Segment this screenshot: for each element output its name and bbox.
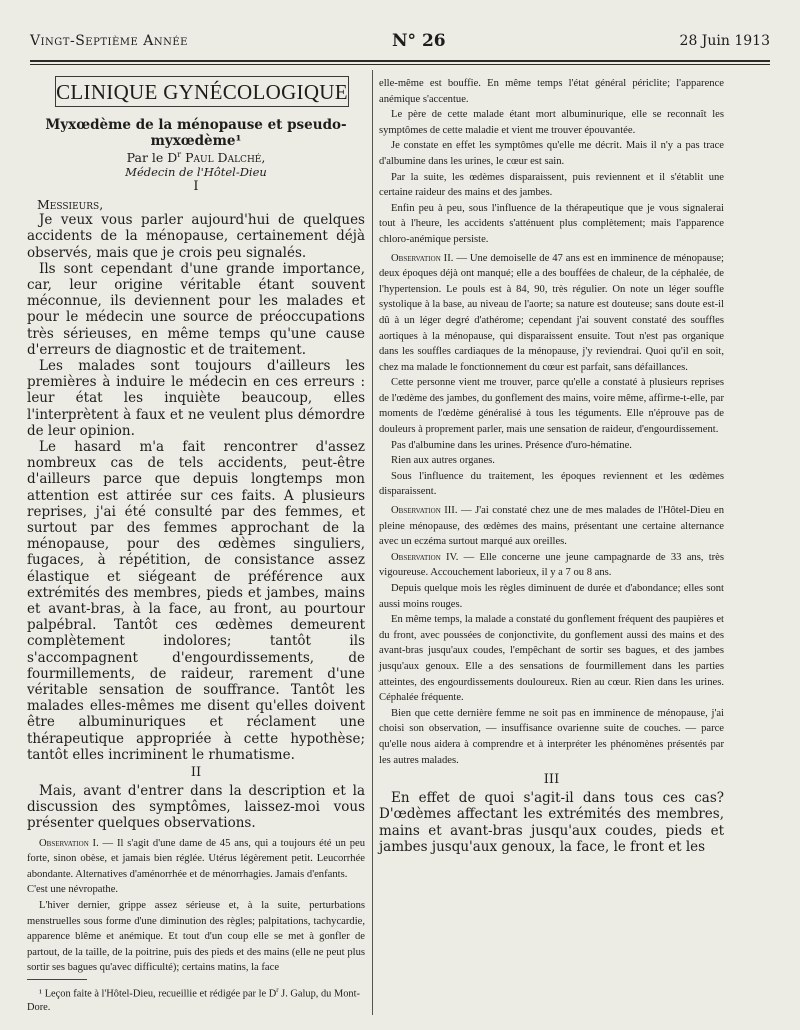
paragraph: Le hasard m'a fait rencontrer d'assez nombreux cas de tels accidents, peut-être d'ailleurs parce que depuis longtemps mon attention est attirée sur ces faits. A plusieurs reprises, j'ai été consulté par des femmes, et surtout par des femmes approchant de la ménopause, pour des œdèmes singuliers, fugaces, à répétition, de consistance assez élastique et siégeant de préférence aux extrémités des membres, pieds et jambes, mains et avant-bras, à la face, au front, au pourtour palpébral. Tantôt ces œdèmes demeurent complètement indolores; tantôt ils s'accompagnent d'engourdissements, de fourmillements, de raideur, rarement d'une véritable sensation de souffrance. Tantôt les malades elles-mêmes me disent qu'elles doivent être albuminuriques et réclament une thérapeutique appropriée à cette hypothèse; tantôt elles incriminent le rhumatisme. [27, 439, 365, 763]
header-rule-thin [30, 64, 770, 65]
paragraph: Ils sont cependant d'une grande importance, car, leur origine véritable étant souvent méconnue, ils deviennent pour les malades et pour le médecin une source de préoccupations très sérieuses, en même temps qu'une cause d'erreurs de diagnostic et de traitement. [27, 260, 365, 358]
section-title: CLINIQUE GYNÉCOLOGIQUE [55, 76, 349, 107]
author-prefix: Par le D [126, 150, 178, 166]
paragraph-small: Rien aux autres organes. [391, 455, 495, 467]
observation-1 [27, 836, 365, 883]
paragraph-small: Depuis quelque mois les règles diminuent de durée et d'abondance; elles sont aussi moins rouges. [379, 583, 724, 610]
observation-text: — Elle concerne une jeune campagnarde de 33 ans, très vigoureuse. Accouchement laborieux, il y a 7 ou 8 ans. [379, 551, 724, 579]
author-name: Paul Dalché, [185, 150, 266, 166]
volume-year: Vingt-Septième Année [30, 33, 188, 49]
section-numeral-3: III [543, 772, 560, 788]
paragraph-small: Le père de cette malade étant mort albuminurique, elle se reconnaît les symptômes de cette maladie et vient me trouver épouvantée. [379, 109, 724, 136]
paragraph-small: Bien que cette dernière femme ne soit pas en imminence de ménopause, j'ai choisi son observation, — insuffisance ovarienne suite de couches. — parce qu'elle nous aidera à comprendre et à interpréter les phénomènes présentés par les autres malades. [379, 707, 724, 766]
paragraph-small: Pas d'albumine dans les urines. Présence d'uro-hématine. [391, 439, 632, 451]
observation-label: Observation I. [39, 837, 99, 849]
footnote-rule [27, 979, 87, 980]
observation-label: Observation IV. [391, 551, 459, 563]
left-column [27, 72, 365, 1015]
paragraph: Mais, avant d'entrer dans la description et la discussion des symptômes, laissez-moi vous présenter quelques observations. [27, 783, 365, 832]
paragraph: En effet de quoi s'agit-il dans tous ces cas? D'œdèmes affectant les extrémités des membres, mains et avant-bras jusqu'aux coudes, pieds et jambes jusqu'aux genoux, la face, le front et les [379, 790, 724, 855]
footnote-text-end: J. Galup, du Mont-Dore. [27, 988, 360, 1014]
paragraph-small: Sous l'influence du traitement, les époques reviennent et les œdèmes disparaissent. [379, 470, 724, 498]
section-numeral-1: I [193, 179, 199, 195]
paragraph: Les malades sont toujours d'ailleurs les premières à induire le médecin en ces erreurs : leur état les inquiète beaucoup, elles l'interprètent à faux et ne veulent plus démordre de leur opinion. [27, 357, 365, 439]
observation-text: — J'ai constaté chez une de mes malades de l'Hôtel-Dieu en pleine ménopause, des œdèmes des mains, présentant une certaine alternance avec un eczéma surtout marqué aux oreilles. [379, 505, 724, 548]
issue-date: 28 Juin 1913 [679, 33, 770, 49]
paragraph-small: L'hiver dernier, grippe assez sérieuse et, à la suite, perturbations menstruelles sous forme d'une diminution des règles; palpitations, tachycardie, apparence blême et anémique. Et tout d'un coup elle se met à gonfler de partout, de la taille, de la poitrine, puis des pieds et des mains (elle ne peut plus sortir ses bagues qu'avec difficulté); certains matins, la face [27, 900, 365, 974]
paragraph-small: En même temps, la malade a constaté du gonflement fréquent des paupières et du front, avec poussées de conjonctivite, du gonflement aussi des mains et des avant-bras jusqu'aux coudes, l'empêchant de sortir ses bagues, et des jambes jusqu'aux genoux. Elle a des sensations de fourmillement dans les parties atteintes, des engourdissements douloureux. Rien au cœur. Rien dans les urines. Céphalée fréquente. [379, 614, 724, 704]
paragraph-small: Cette personne vient me trouver, parce qu'elle a constaté à plusieurs reprises de l'œdème des jambes, du gonflement des mains, voire même, affirme-t-elle, par moments de l'œdème généralisé à tous les téguments. Elle n'éprouve pas de douleurs à proprement parler, mais une sensation de raideur, d'engourdissement. [379, 377, 725, 436]
paragraph: Je veux vous parler aujourd'hui de quelques accidents de la ménopause, certainement déjà observés, mais que je crois peu signalés. [27, 212, 365, 261]
observation-3 [379, 503, 724, 550]
footnote-text: ¹ Leçon faite à l'Hôtel-Dieu, recueillie et rédigée par le D [39, 988, 277, 1000]
footnote-sup: r [276, 986, 279, 995]
page-header [30, 33, 770, 57]
column-divider [372, 70, 373, 1015]
paragraph-small: Je constate en effet les symptômes qu'elle me décrit. Mais il n'y a pas trace d'albumine dans les urines, le cœur est sain. [379, 140, 724, 167]
salutation: Messieurs, [37, 197, 104, 213]
paragraph-small: Enfin peu à peu, sous l'influence de la thérapeutique que je vous signalerai tout à l'heure, les accidents s'atténuent plus complètement; mais l'apparence chloro-anémique persiste. [379, 202, 724, 245]
footnote [27, 983, 365, 1015]
article-title: Myxœdème de la ménopause et pseudo-myxœdème¹ [45, 117, 347, 149]
paragraph-small: Par la suite, les œdèmes disparaissent, puis reviennent et il s'établit une certaine raideur des mains et des jambes. [379, 171, 724, 199]
observation-2 [379, 251, 724, 376]
author-line [27, 150, 365, 165]
right-column [379, 76, 724, 855]
header-rule [30, 60, 770, 62]
paragraph-small: C'est une névropathe. [27, 884, 119, 896]
observation-text: — Une demoiselle de 47 ans est en imminence de ménopause; deux époques déjà ont manqué; elle a des bouffées de chaleur, de la céphalée, de l'hypertension. Le pouls est à 84, 90, très régulier. On note un léger souffle systolique à la base, au niveau de l'aorte; sa nature est douteuse; sans doute est-il dû à un léger degré d'athérome; cependant j'ai souvent constaté des souffles aortiques à la ménopause, qui disparaissent ensuite. Tout n'est pas organique dans les souffles cardiaques de la ménopause, j'y reviendrai. Quoi qu'il en soit, chez ma malade le fonctionnement du cœur est parfait, sans défaillances. [379, 252, 724, 373]
author-affiliation: Médecin de l'Hôtel-Dieu [125, 165, 267, 180]
observation-4 [379, 550, 724, 581]
observation-text: — Il s'agit d'une dame de 45 ans, qui a toujours été un peu forte, sinon obèse, et jamais bien réglée. Utérus légèrement petit. Leucorrhée abondante. Alternatives d'aménorrhée et de ménorrhagies. Jamais d'enfants. [27, 837, 365, 880]
observation-label: Observation II. [391, 252, 454, 264]
author-sup: r [177, 150, 182, 159]
observation-label: Observation III. [391, 505, 458, 517]
section-numeral-2: II [190, 765, 202, 781]
paragraph-small: elle-même est bouffie. En même temps l'état général périclite; l'apparence anémique s'accentue. [379, 78, 724, 105]
issue-number: N° 26 [392, 31, 446, 51]
